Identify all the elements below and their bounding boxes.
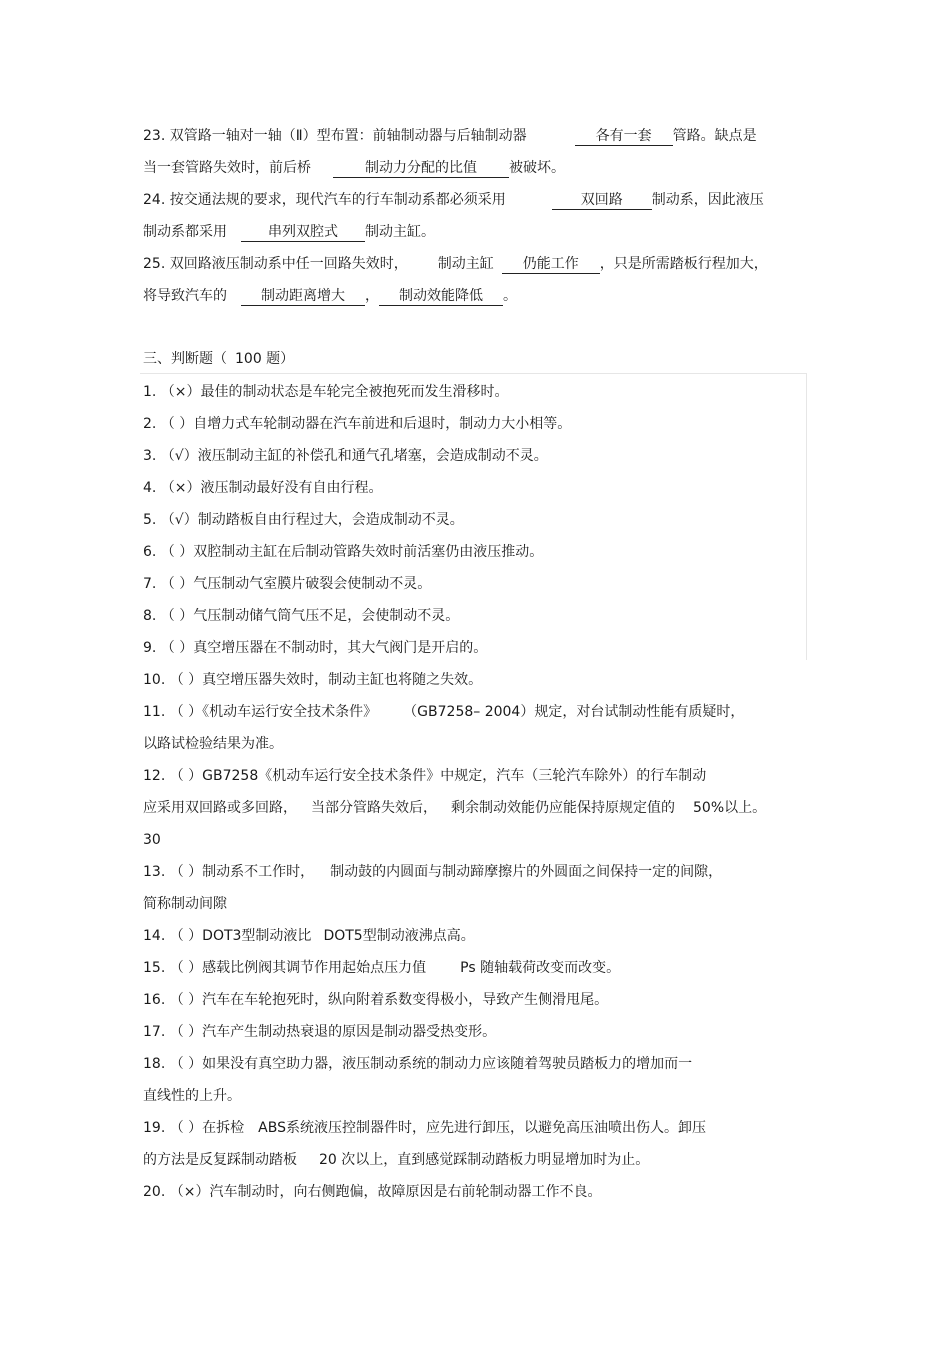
q24-line1 — [143, 190, 764, 210]
q24-line2-prefix: 制动系都采用 — [143, 224, 227, 240]
judgment-text: 4. （×）液压制动最好没有自由行程。 — [143, 480, 383, 496]
frame-right-line — [806, 373, 807, 660]
q24-answer1: 双回路 — [552, 191, 652, 210]
judgment-item-11-cont — [143, 734, 283, 754]
judgment-item-16 — [143, 990, 608, 1010]
q24-suffix1: 制动系，因此液压 — [651, 192, 764, 208]
q25-suffix3: 。 — [503, 288, 517, 304]
judgment-item-14 — [143, 926, 475, 946]
judgment-item-17 — [143, 1022, 496, 1042]
judgment-cont: 以路试检验结果为准。 — [143, 736, 283, 752]
judgment-item-19 — [143, 1118, 706, 1138]
judgment-item-18 — [143, 1054, 692, 1074]
section-title-count: 100 题） — [235, 351, 295, 367]
judgment-cont: 的方法是反复踩制动踏板 — [143, 1152, 297, 1168]
judgment-text: 6. （ ）双腔制动主缸在后制动管路失效时前活塞仍由液压推动。 — [143, 544, 544, 560]
judgment-item-13 — [143, 862, 722, 882]
judgment-text: 9. （ ）真空增压器在不制动时，其大气阀门是开启的。 — [143, 640, 488, 656]
judgment-item-12-cont — [143, 798, 766, 818]
q25-line2-prefix: 将导致汽车的 — [143, 288, 227, 304]
judgment-item-12 — [143, 766, 706, 786]
judgment-text: 20. （×）汽车制动时，向右侧跑偏，故障原因是右前轮制动器工作不良。 — [143, 1184, 602, 1200]
judgment-item-2 — [143, 414, 571, 434]
judgment-item-9 — [143, 638, 487, 658]
q24-suffix2: 制动主缸。 — [365, 224, 435, 240]
judgment-item-10 — [143, 670, 482, 690]
q25-answer3: 制动效能降低 — [379, 287, 503, 306]
judgment-item-18-cont — [143, 1086, 241, 1106]
judgment-text-b: ABS系统液压控制器件时，应先进行卸压，以避免高压油喷出伤人。卸压 — [258, 1120, 706, 1136]
q25-answer2: 制动距离增大 — [241, 287, 365, 306]
judgment-item-20 — [143, 1182, 601, 1202]
q23-suffix1: 管路。缺点是 — [672, 128, 757, 144]
judgment-text: 18. （ ）如果没有真空助力器，液压制动系统的制动力应该随着驾驶员踏板力的增加而一 — [143, 1056, 693, 1072]
judgment-text: 1. （×）最佳的制动状态是车轮完全被抱死而发生滑移时。 — [143, 384, 509, 400]
judgment-cont-d: 50%以上。 — [693, 800, 767, 816]
q25-prefix: 25. 双回路液压制动系中任一回路失效时， — [143, 256, 408, 272]
q24-answer2: 串列双腔式 — [241, 223, 365, 242]
judgment-text: 17. （ ）汽车产生制动热衰退的原因是制动器受热变形。 — [143, 1024, 497, 1040]
judgment-item-12-cont2 — [143, 830, 161, 850]
judgment-item-3 — [143, 446, 548, 466]
judgment-text: 7. （ ）气压制动气室膜片破裂会使制动不灵。 — [143, 576, 432, 592]
judgment-cont-b: 当部分管路失效后， — [311, 800, 437, 816]
judgment-text-b: 制动鼓的内圆面与制动蹄摩擦片的外圆面之间保持一定的间隙， — [330, 864, 723, 880]
judgment-text: 10. （ ）真空增压器失效时，制动主缸也将随之失效。 — [143, 672, 483, 688]
q23-suffix2: 被破坏。 — [509, 160, 565, 176]
judgment-item-4 — [143, 478, 383, 498]
section-title — [143, 349, 294, 369]
judgment-item-5 — [143, 510, 464, 530]
judgment-item-11 — [143, 702, 744, 722]
judgment-item-19-cont — [143, 1150, 649, 1170]
q25-sep: ， — [365, 288, 379, 304]
judgment-text: 16. （ ）汽车在车轮抱死时，纵向附着系数变得极小，导致产生侧滑甩尾。 — [143, 992, 609, 1008]
q23-prefix: 23. 双管路一轴对一轴（Ⅱ）型布置：前轴制动器与后轴制动器 — [143, 128, 527, 144]
q24-prefix: 24. 按交通法规的要求，现代汽车的行车制动系都必须采用 — [143, 192, 506, 208]
judgment-text: 3. （√）液压制动主缸的补偿孔和通气孔堵塞，会造成制动不灵。 — [143, 448, 548, 464]
judgment-item-13-cont — [143, 894, 227, 914]
q25-line2 — [143, 286, 517, 306]
q25-line1 — [143, 254, 768, 274]
q23-answer2: 制动力分配的比值 — [333, 159, 509, 178]
judgment-cont: 直线性的上升。 — [143, 1088, 241, 1104]
judgment-text: 5. （√）制动踏板自由行程过大，会造成制动不灵。 — [143, 512, 464, 528]
judgment-text: 14. （ ）DOT3型制动液比 — [143, 928, 312, 944]
judgment-text: 15. （ ）感载比例阀其调节作用起始点压力值 — [143, 960, 427, 976]
q23-line2 — [143, 158, 565, 178]
judgment-cont: 简称制动间隙 — [143, 896, 227, 912]
section-title-prefix: 三、判断题（ — [143, 351, 227, 367]
judgment-item-15 — [143, 958, 620, 978]
q25-answer1: 仍能工作 — [502, 255, 600, 274]
judgment-text-b: DOT5型制动液沸点高。 — [323, 928, 475, 944]
judgment-text: 19. （ ）在拆检 — [143, 1120, 245, 1136]
q23-line1 — [143, 126, 757, 146]
q25-mid: 制动主缸 — [437, 256, 494, 272]
judgment-cont2: 30 — [143, 832, 161, 848]
q25-suffix1: ，只是所需踏板行程加大， — [599, 256, 768, 272]
frame-top-line — [140, 373, 807, 374]
judgment-item-8 — [143, 606, 459, 626]
judgment-text-b: （GB7258– 2004）规定，对台试制动性能有质疑时， — [403, 704, 745, 720]
judgment-cont-c: 剩余制动效能仍应能保持原规定值的 — [451, 800, 675, 816]
judgment-text: 12. （ ）GB7258《机动车运行安全技术条件》中规定，汽车（三轮汽车除外）的行车制动 — [143, 768, 707, 784]
judgment-text: 8. （ ）气压制动储气筒气压不足，会使制动不灵。 — [143, 608, 460, 624]
judgment-item-1 — [143, 382, 509, 402]
judgment-text-b: Ps 随轴载荷改变而改变。 — [460, 960, 621, 976]
judgment-text: 13. （ ）制动系不工作时， — [143, 864, 315, 880]
judgment-cont-b: 20 次以上，直到感觉踩制动踏板力明显增加时为止。 — [319, 1152, 650, 1168]
judgment-cont: 应采用双回路或多回路， — [143, 800, 297, 816]
judgment-text: 2. （ ）自增力式车轮制动器在汽车前进和后退时，制动力大小相等。 — [143, 416, 572, 432]
q23-line2-prefix: 当一套管路失效时，前后桥 — [143, 160, 311, 176]
judgment-item-7 — [143, 574, 431, 594]
judgment-item-6 — [143, 542, 543, 562]
q24-line2 — [143, 222, 435, 242]
judgment-text: 11. （ ）《机动车运行安全技术条件》 — [143, 704, 378, 720]
q23-answer1: 各有一套 — [575, 127, 673, 146]
